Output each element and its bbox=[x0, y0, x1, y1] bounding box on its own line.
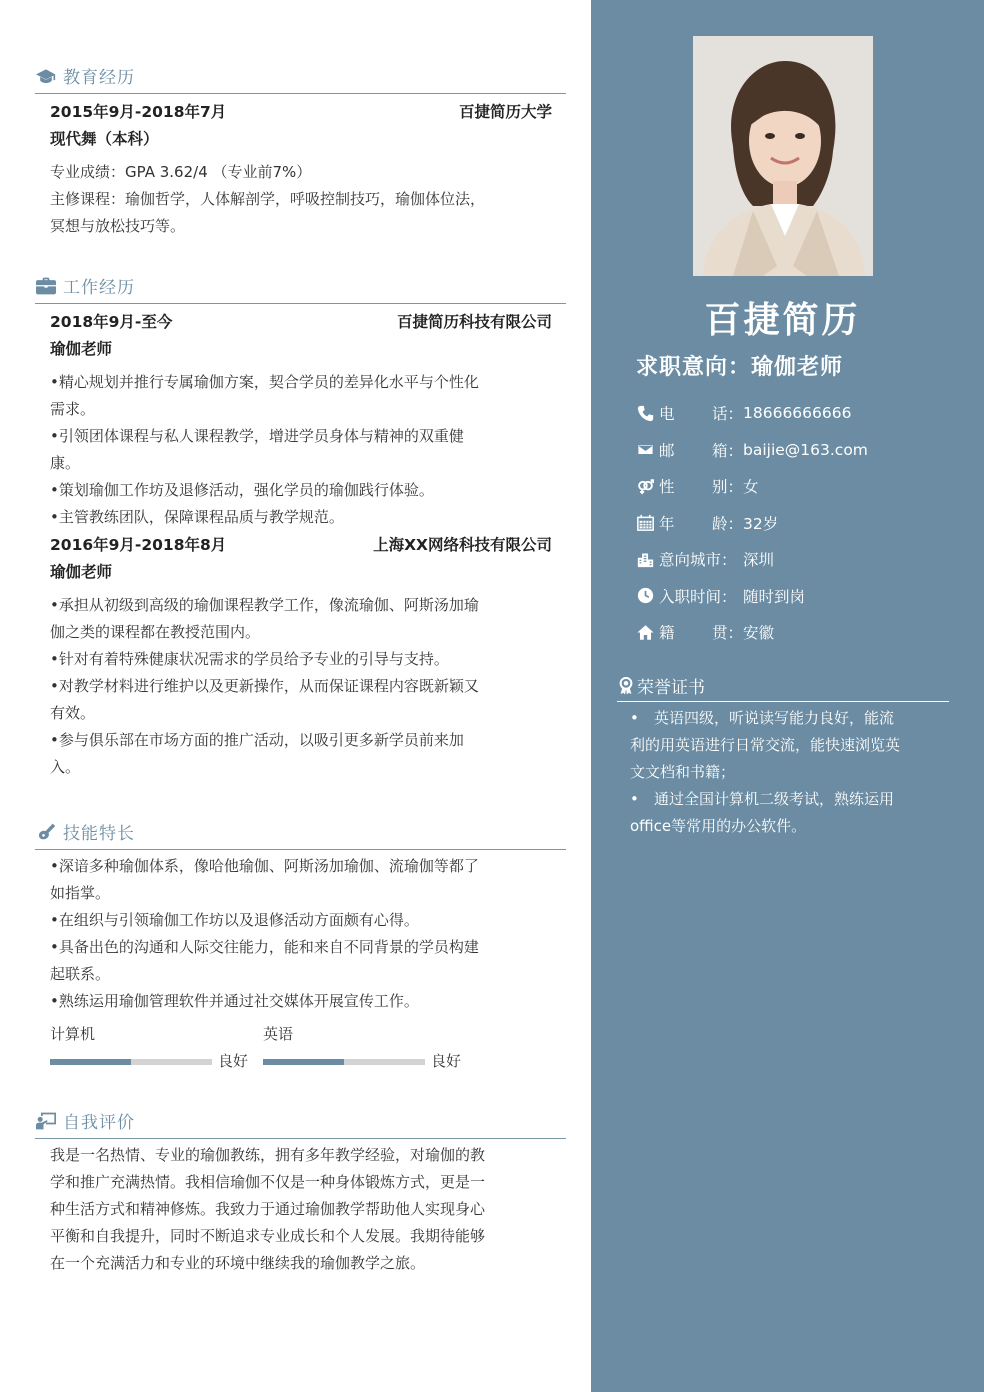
phone-value: 18666666666 bbox=[743, 404, 852, 423]
education-major: 现代舞（本科） bbox=[50, 130, 159, 148]
honor-title: 荣誉证书 bbox=[637, 678, 705, 698]
home-icon bbox=[635, 623, 655, 641]
self-eval-header bbox=[35, 1105, 566, 1139]
list-item-cont: office等常用的办公软件。 bbox=[630, 817, 807, 835]
list-item: •策划瑜伽工作坊及退修活动，强化学员的瑜伽践行体验。 bbox=[50, 481, 434, 499]
info-row-hometown bbox=[635, 614, 955, 651]
info-row-city bbox=[635, 541, 955, 578]
list-item: • 通过全国计算机二级考试，熟练运用 bbox=[630, 790, 895, 808]
info-label: 箱： bbox=[711, 441, 743, 460]
info-label: 邮 bbox=[659, 441, 675, 460]
hometown-value: 安徽 bbox=[743, 624, 775, 643]
job-intent: 求职意向：瑜伽老师 bbox=[636, 355, 844, 380]
education-line: 主修课程：瑜伽哲学，人体解剖学，呼吸控制技巧，瑜伽体位法， bbox=[50, 190, 486, 208]
start-value: 随时到岗 bbox=[743, 587, 806, 606]
job-row bbox=[50, 531, 552, 559]
list-item: •对教学材料进行维护以及更新操作，从而保证课程内容既新颖又 bbox=[50, 677, 479, 695]
education-school: 百捷简历大学 bbox=[458, 103, 552, 121]
list-item: •熟练运用瑜伽管理软件并通过社交媒体开展宣传工作。 bbox=[50, 992, 419, 1010]
list-item: •承担从初级到高级的瑜伽课程教学工作，像流瑜伽、阿斯汤加瑜 bbox=[50, 596, 479, 614]
mail-icon bbox=[635, 441, 655, 459]
job-role: 瑜伽老师 bbox=[50, 340, 113, 358]
skill-bar bbox=[50, 1059, 212, 1065]
self-eval-line: 学和推广充满热情。我相信瑜伽不仅是一种身体锻炼方式，更是一 bbox=[50, 1173, 486, 1191]
briefcase-icon bbox=[35, 276, 57, 296]
list-item: •深谙多种瑜伽体系，像哈他瑜伽、阿斯汤加瑜伽、流瑜伽等都了 bbox=[50, 857, 479, 875]
list-item: •在组织与引领瑜伽工作坊以及退修活动方面颇有心得。 bbox=[50, 911, 419, 929]
info-label: 年 bbox=[659, 514, 675, 533]
list-item: • 英语四级，听说读写能力良好，能流 bbox=[630, 709, 895, 727]
info-row-email bbox=[635, 432, 955, 469]
education-date: 2015年9月-2018年7月 bbox=[50, 103, 227, 121]
skill-level: 良好 bbox=[431, 1052, 462, 1070]
list-item: •主管教练团队，保障课程品质与教学规范。 bbox=[50, 508, 344, 526]
list-item-cont: 利的用英语进行日常交流，能快速浏览英 bbox=[630, 736, 901, 754]
info-label: 别： bbox=[711, 478, 743, 497]
education-title: 教育经历 bbox=[63, 68, 135, 88]
list-item-cont: 需求。 bbox=[50, 400, 96, 418]
city-value: 深圳 bbox=[743, 551, 775, 570]
work-section bbox=[35, 270, 566, 781]
self-eval-title: 自我评价 bbox=[63, 1113, 135, 1133]
info-label: 龄： bbox=[711, 514, 743, 533]
city-icon bbox=[635, 550, 655, 568]
skill-level: 良好 bbox=[218, 1052, 249, 1070]
skill-bar-fill bbox=[263, 1059, 344, 1065]
presenter-icon bbox=[35, 1111, 57, 1131]
info-label: 性 bbox=[659, 478, 675, 497]
work-title: 工作经历 bbox=[63, 278, 135, 298]
skill-name: 英语 bbox=[263, 1025, 294, 1043]
job-role: 瑜伽老师 bbox=[50, 563, 113, 581]
list-item: •引领团体课程与私人课程教学，增进学员身体与精神的双重健 bbox=[50, 427, 464, 445]
job-company: 百捷简历科技有限公司 bbox=[396, 313, 552, 331]
skills-title: 技能特长 bbox=[63, 824, 135, 844]
graduation-cap-icon bbox=[35, 66, 57, 86]
self-eval-line: 种生活方式和精神修炼。我致力于通过瑜伽教学帮助他人实现身心 bbox=[50, 1200, 486, 1218]
guitar-icon bbox=[35, 822, 57, 842]
list-item-cont: 文文档和书籍； bbox=[630, 763, 736, 781]
award-icon bbox=[617, 677, 635, 695]
honor-section bbox=[617, 672, 949, 840]
honor-header bbox=[617, 672, 949, 702]
education-section bbox=[35, 60, 566, 240]
calendar-icon bbox=[635, 514, 655, 532]
job-date: 2016年9月-2018年8月 bbox=[50, 536, 227, 554]
skills-header bbox=[35, 816, 566, 850]
education-header bbox=[35, 60, 566, 94]
job-date: 2018年9月-至今 bbox=[50, 313, 173, 331]
candidate-name: 百捷简历 bbox=[704, 300, 861, 341]
work-header bbox=[35, 270, 566, 304]
info-label: 话： bbox=[711, 405, 743, 424]
clock-icon bbox=[635, 587, 655, 605]
skill-bar bbox=[263, 1059, 425, 1065]
info-label: 意向城市： bbox=[659, 551, 737, 570]
info-label: 籍 bbox=[659, 624, 675, 643]
list-item-cont: 如指掌。 bbox=[50, 884, 111, 902]
gender-icon bbox=[635, 477, 655, 495]
job-company: 上海XX网络科技有限公司 bbox=[373, 536, 552, 554]
job-row bbox=[50, 308, 552, 336]
list-item-cont: 入。 bbox=[50, 758, 81, 776]
list-item-cont: 起联系。 bbox=[50, 965, 111, 983]
self-eval-section bbox=[35, 1105, 566, 1277]
contact-info bbox=[635, 395, 955, 651]
avatar bbox=[693, 36, 873, 276]
skills-section bbox=[35, 816, 566, 1075]
education-line: 专业成绩：GPA 3.62/4 （专业前7%） bbox=[50, 163, 312, 181]
list-item: •精心规划并推行专属瑜伽方案，契合学员的差异化水平与个性化 bbox=[50, 373, 479, 391]
skill-bars bbox=[50, 1021, 552, 1075]
skill-name: 计算机 bbox=[50, 1025, 96, 1043]
sidebar bbox=[591, 0, 984, 1392]
education-row bbox=[50, 98, 552, 126]
self-eval-line: 平衡和自我提升，同时不断追求专业成长和个人发展。我期待能够 bbox=[50, 1227, 486, 1245]
self-eval-line: 在一个充满活力和专业的环境中继续我的瑜伽教学之旅。 bbox=[50, 1254, 426, 1272]
skill-item bbox=[263, 1021, 476, 1075]
info-label: 电 bbox=[659, 405, 675, 424]
list-item-cont: 有效。 bbox=[50, 704, 96, 722]
gender-value: 女 bbox=[743, 478, 759, 497]
skill-bar-fill bbox=[50, 1059, 131, 1065]
info-row-phone bbox=[635, 395, 955, 432]
list-item-cont: 伽之类的课程都在教授范围内。 bbox=[50, 623, 261, 641]
list-item-cont: 康。 bbox=[50, 454, 81, 472]
info-row-start bbox=[635, 578, 955, 615]
info-row-age bbox=[635, 505, 955, 542]
skill-item bbox=[50, 1021, 263, 1075]
age-value: 32岁 bbox=[743, 514, 779, 533]
info-row-gender bbox=[635, 468, 955, 505]
info-label: 入职时间： bbox=[659, 587, 737, 606]
self-eval-line: 我是一名热情、专业的瑜伽教练，拥有多年教学经验，对瑜伽的教 bbox=[50, 1146, 486, 1164]
info-label: 贯： bbox=[711, 624, 743, 643]
list-item: •具备出色的沟通和人际交往能力，能和来自不同背景的学员构建 bbox=[50, 938, 479, 956]
email-value: baijie@163.com bbox=[743, 440, 868, 459]
phone-icon bbox=[635, 404, 655, 422]
list-item: •针对有着特殊健康状况需求的学员给予专业的引导与支持。 bbox=[50, 650, 449, 668]
education-line: 冥想与放松技巧等。 bbox=[50, 217, 186, 235]
list-item: •参与俱乐部在市场方面的推广活动，以吸引更多新学员前来加 bbox=[50, 731, 464, 749]
